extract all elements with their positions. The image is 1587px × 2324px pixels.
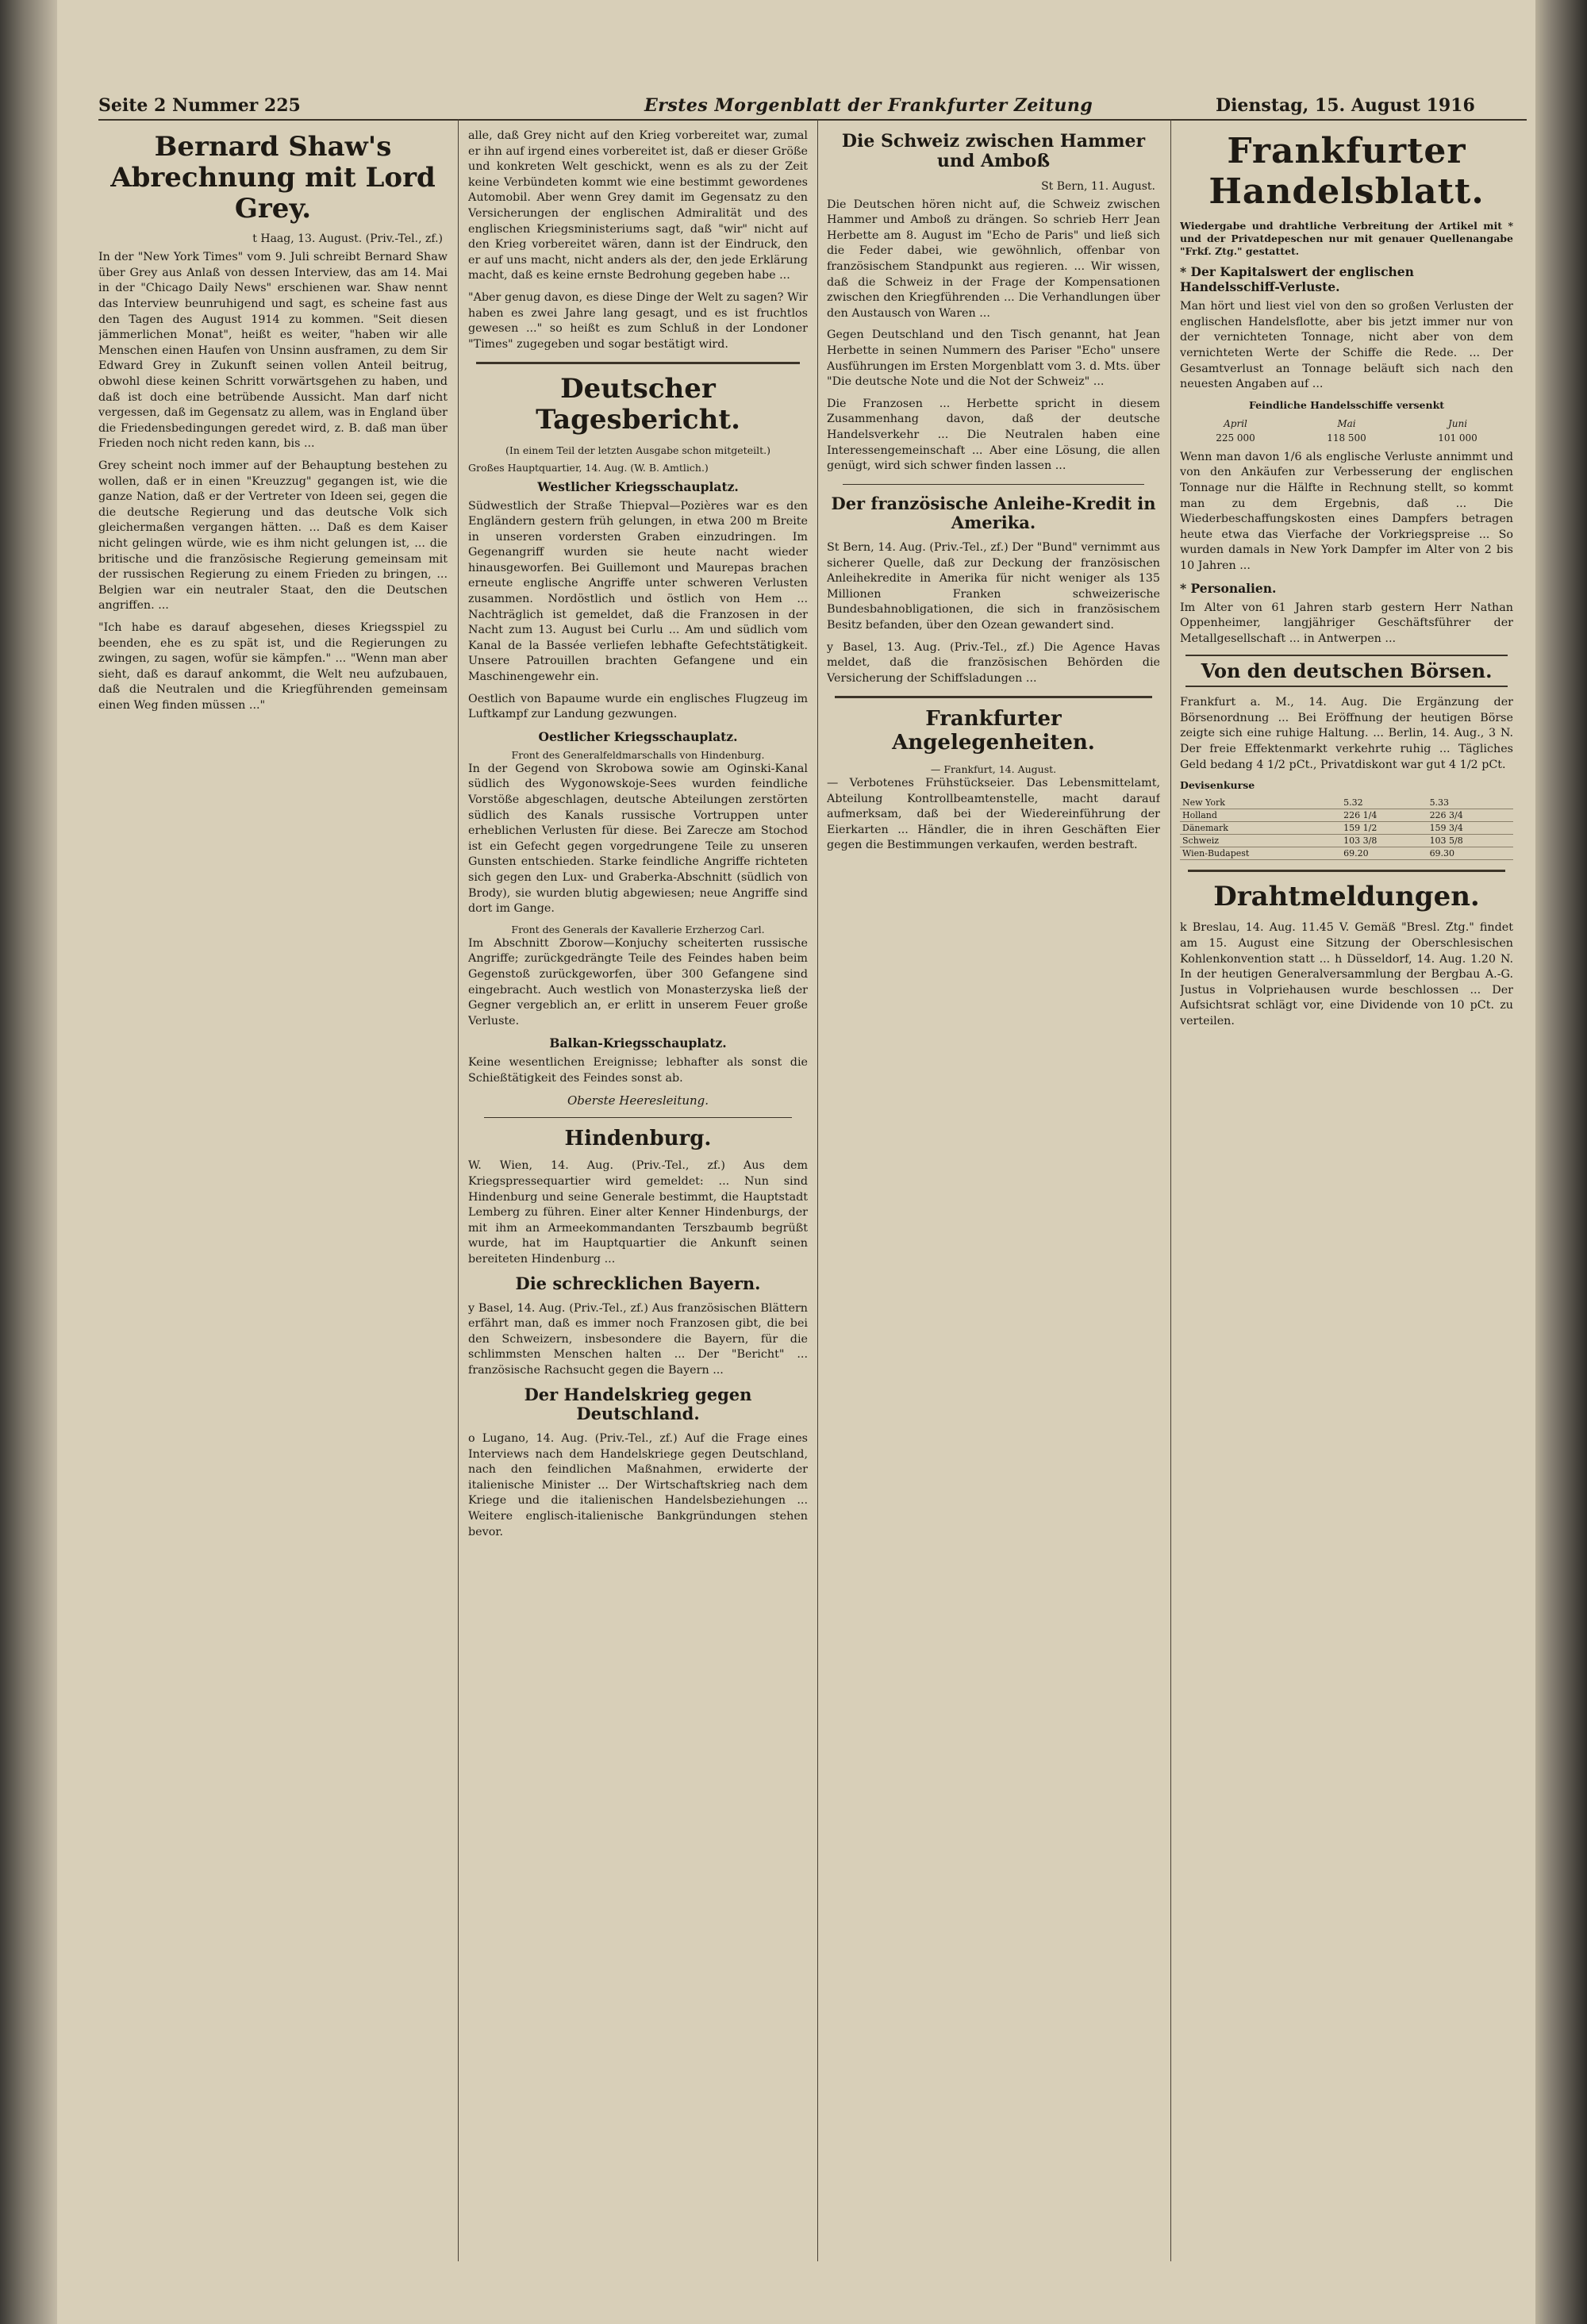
article-title-schweiz: Die Schweiz zwischen Hammer und Amboß bbox=[841, 131, 1146, 172]
header-rule bbox=[98, 119, 1527, 121]
column-rule bbox=[458, 119, 459, 2261]
tonnage-table bbox=[1180, 417, 1513, 445]
article-dateline: — Frankfurt, 14. August. bbox=[930, 763, 1057, 776]
table-cell: Dänemark bbox=[1180, 822, 1341, 835]
column-1 bbox=[98, 129, 448, 2255]
article-paragraph: In der Gegend von Skrobowa sowie am Oginski-Kanal südlich des Wygonowskoje-Sees wurden feindliche Vorstöße abgeschlagen, deutsche Abteilungen zerstörten südlich des Kanals russische Vortruppen unter erheblichen Verlusten für diese. Bei Zarecze am Stochod ist ein Gefecht gegen vorgedrungene Teile zu unseren Gunsten entschieden. Starke feindliche Angriffe richteten sich gegen den Lux- und Graberka-Abschnitt (südlich von Brody), sie wurden blutig abgewiesen; neue Angriffe sind dort im Gange. bbox=[468, 762, 808, 916]
table-cell: 226 3/4 bbox=[1428, 809, 1513, 822]
front-heading: Front des Generalfeldmarschalls von Hindenburg. bbox=[511, 748, 765, 761]
section-divider bbox=[835, 696, 1152, 698]
article-title-handelskrieg: Der Handelskrieg gegen Deutschland. bbox=[524, 1384, 752, 1423]
article-dateline: St Bern, 11. August. bbox=[1041, 179, 1155, 193]
article-paragraph: Die Deutschen hören nicht auf, die Schweiz zwischen Hammer und Amboß zu drängen. So schrieb Herr Jean Herbette am 8. August im "Echo de Paris" und ließ sich die Feder dabei, wie gewöhnlich, offenbar von französischem Standpunkt aus regieren. ... Wir wissen, daß die Schweiz in der Frage der Kompensationen zwischen den Kriegführenden ... Die Verhandlungen über den Austausch von Waren ... bbox=[827, 198, 1160, 320]
article-paragraph: Im Abschnitt Zborow—Konjuchy scheiterten russische Angriffe; zurückgedrängte Teile des Feindes haben beim Gegenstoß zurückgeworfen, über 300 Gefangene sind eingebracht. Auch westlich von Monasterzyska ließ der Gegner vergeblich an, er erlitt in unserem Feuer große Verluste. bbox=[468, 936, 808, 1028]
article-note: (In einem Teil der letzten Ausgabe schon mitgeteilt.) bbox=[505, 444, 770, 456]
article-dateline: t Haag, 13. August. (Priv.-Tel., zf.) bbox=[252, 232, 443, 246]
bericht-signature: Oberste Heeresleitung. bbox=[567, 1093, 709, 1108]
article-paragraph: alle, daß Grey nicht auf den Krieg vorbereitet war, zumal er ihn auf irgend eines vorbereitet ist, daß er dieser Größe und konkreten Welt geschickt, wenn es als zu der Zeit keine Verbündeten kommt wie eine bestimmt gewordenes Automobil. Aber wenn Grey damit im Gegensatz zu den Versicherungen der englischen Admiralität und des englischen Kriegsministeriums sagt, daß "wir" nicht auf den Krieg vorbereitet wären, dann ist der Eindruck, den er auf uns macht, nicht anders als der, den jede Erklärung macht, daß es keine ernste Bedrohung gegeben habe ... bbox=[468, 129, 808, 282]
table-cell: Schweiz bbox=[1180, 835, 1341, 847]
article-title-tagesbericht: Deutscher Tagesbericht. bbox=[536, 373, 740, 436]
article-paragraph: Keine wesentlichen Ereignisse; lebhafter als sonst die Schießtätigkeit des Feindes sonst ab. bbox=[468, 1056, 808, 1085]
table-cell: Holland bbox=[1180, 809, 1341, 822]
devisen-caption: Devisenkurse bbox=[1180, 779, 1255, 792]
column-rule bbox=[1170, 119, 1171, 2261]
article-paragraph: Die Franzosen ... Herbette spricht in diesem Zusammenhang davon, daß der deutsche Handelsverkehr ... Die Neutralen haben eine Interessengemeinschaft ... Aber eine Lösung, die allen genügt, wird sich schwer finden lassen ... bbox=[827, 397, 1160, 473]
section-divider bbox=[484, 1117, 792, 1118]
article-paragraph: Wenn man davon 1/6 als englische Verluste annimmt und von den Ankäufen zur Verbesserung der englischen Tonnage nur die Hälfte in Rechnung stellt, so kommt man zu dem Ergebnis, daß ... Die Wiederbeschaffungskosten eines Dampfers betragen heute etwa das Vierfache der Vorkriegspreise ... So wurden damals in New York Dampfer im Alter von 2 bis 10 Jahren ... bbox=[1180, 450, 1513, 572]
next-page-edge bbox=[1535, 0, 1587, 2324]
section-divider bbox=[476, 362, 800, 364]
article-paragraph: Grey scheint noch immer auf der Behauptung bestehen zu wollen, daß er in einen "Kreuzzug" gegangen ist, wie die ganze Nation, daß er der Vertreter von Ideen sei, gegen die die deutsche Regierung und das deutsche Volk sich gleichermaßen vergangen hätten. ... Daß es dem Kaiser nicht gelingen würde, wie es ihm nicht gelungen ist, ... die britische und die französische Regierung gemeinsam mit der russischen Regierung zu einem Frieden zu bringen, ... Belgien war ein neutraler Staat, den die Deutschen angriffen. ... bbox=[98, 459, 448, 613]
table-cell: 226 1/4 bbox=[1341, 809, 1427, 822]
front-heading: Front des Generals der Kavallerie Erzherzog Carl. bbox=[511, 923, 765, 935]
article-paragraph: Gegen Deutschland und den Tisch genannt, hat Jean Herbette in seinen Nummern des Pariser "Echo" unsere Ausführungen im Ersten Morgenblatt vom 3. d. Mts. über "Die deutsche Note und die Not der Schweiz" ... bbox=[827, 328, 1160, 389]
header-page-number: Seite 2 Nummer 225 bbox=[98, 95, 301, 116]
table-cell: 5.33 bbox=[1428, 797, 1513, 809]
book-binding bbox=[0, 0, 57, 2324]
article-title-frankfurt: Frankfurter Angelegenheiten. bbox=[892, 707, 1095, 755]
article-title-shaw: Bernard Shaw's Abrechnung mit Lord Grey. bbox=[110, 131, 436, 225]
table-cell: 69.20 bbox=[1341, 847, 1427, 860]
section-heading-balkan: Balkan-Kriegsschauplatz. bbox=[549, 1035, 727, 1051]
boersen-title: Von den deutschen Börsen. bbox=[1185, 655, 1508, 687]
column-3 bbox=[827, 129, 1160, 2255]
article-title-bayern: Die schrecklichen Bayern. bbox=[515, 1273, 761, 1293]
table-row bbox=[1180, 822, 1513, 835]
article-paragraph: y Basel, 13. Aug. (Priv.-Tel., zf.) Die Agence Havas meldet, daß die französischen Behörden die Versicherung der Schiffsladungen ... bbox=[827, 640, 1160, 685]
article-paragraph: W. Wien, 14. Aug. (Priv.-Tel., zf.) Aus dem Kriegspressequartier wird gemeldet: ... Nun sind Hindenburg und seine Generale bestimmt, die Hauptstadt Lemberg zu führen. Einer alter Kenner Hindenburgs, der mit ihm an Armeekommandanten Terszbaumb begrüßt wurde, hat im Hauptquartier die Ankunft seinen bereiteten Hindenburg ... bbox=[468, 1159, 808, 1266]
article-heading: * Der Kapitalswert der englischen Handelsschiff-Verluste. bbox=[1180, 264, 1414, 295]
handelsblatt-note: Wiedergabe und drahtliche Verbreitung der Artikel mit * und der Privatdepeschen nur mit genauer Quellenangabe "Frkf. Ztg." gestattet. bbox=[1180, 220, 1513, 258]
header-masthead: Erstes Morgenblatt der Frankfurter Zeitung bbox=[644, 95, 1093, 116]
column-2 bbox=[468, 129, 808, 2255]
table-row bbox=[1180, 835, 1513, 847]
column-rule bbox=[817, 119, 818, 2261]
article-paragraph: In der "New York Times" vom 9. Juli schreibt Bernard Shaw über Grey aus Anlaß von dessen Interview, das am 14. Mai in der "Chicago Daily News" erschienen war. Shaw nennt das Interview beunruhigend und sagt, es scheine fast aus den Tagen des August 1914 zu kommen. "Seit diesen jämmerlichen Monat", heißt es weiter, "haben wir alle Menschen einen Haufen von Unsinn ausframen, zu dem Sir Edward Grey in Zukunft seinen vollen Anteil beitrug, obwohl diese keinen Schritt vorwärtsgehen zu haben, und daß ist doch eine betrübende Aussicht. Man darf nicht vergessen, daß im Gegensatz zu allem, was in England über die Friedensbedingungen geredet wird, z. B. daß man über Frieden noch nicht reden kann, bis ... bbox=[98, 251, 448, 451]
header-date: Dienstag, 15. August 1916 bbox=[1216, 95, 1475, 116]
article-paragraph: Südwestlich der Straße Thiepval—Pozières war es den Engländern gestern früh gelungen, in etwa 200 m Breite in unseren vordersten Graben einzudringen. Im Gegenangriff wurden sie heute nacht wieder hinausgeworfen. Bei Guillemont und Maurepas brachen erneute englische Angriffe unter schweren Verlusten zusammen. Nordöstlich und östlich von Hem ... Nachträglich ist gemeldet, daß die Franzosen in der Nacht zum 13. August bei Curlu ... Am und südlich vom Kanal de la Bassée verliefen lebhafte Gefechtstätigkeit. Unsere Patrouillen brachten Gefangene und ein Maschinengewehr ein. bbox=[468, 499, 808, 684]
table-header: April bbox=[1224, 417, 1247, 429]
table-header: Mai bbox=[1337, 417, 1356, 429]
table-cell: 103 5/8 bbox=[1428, 835, 1513, 847]
drahtmeldungen-title: Drahtmeldungen. bbox=[1213, 881, 1480, 913]
table-cell: 103 3/8 bbox=[1341, 835, 1427, 847]
section-divider bbox=[843, 484, 1144, 485]
newspaper-page bbox=[57, 0, 1535, 2324]
article-paragraph: Man hört und liest viel von den so großen Verlusten der englischen Handelsflotte, aber bis jetzt immer nur von der vernichteten Tonnage, nicht aber von dem vernichteten Werte der Schiffe die Rede. ... Der Gesamtverlust an Tonnage beläuft sich nach den neuesten Angaben auf ... bbox=[1180, 300, 1513, 391]
article-paragraph: Frankfurt a. M., 14. Aug. Die Ergänzung der Börsenordnung ... Bei Eröffnung der heutigen Börse zeigte sich eine ruhige Haltung. ... Berlin, 14. Aug., 3 N. Der freie Effektenmarkt verkehrte ruhig ... Tägliches Geld bedang 4 1/2 pCt., Privatdiskont war gut 4 1/2 pCt. bbox=[1180, 696, 1513, 771]
section-heading-west: Westlicher Kriegsschauplatz. bbox=[537, 478, 739, 494]
article-paragraph: y Basel, 14. Aug. (Priv.-Tel., zf.) Aus französischen Blättern erfährt man, daß es immer noch Franzosen gibt, die bei den Schweizern, insbesondere die Bayern, für die schlimmsten Menschen halten ... Der "Bericht" ... französische Rachsucht gegen die Bayern ... bbox=[468, 1301, 808, 1377]
article-paragraph: Im Alter von 61 Jahren starb gestern Herr Nathan Oppenheimer, langjähriger Geschäftsführer der Metallgesellschaft ... in Antwerpen ... bbox=[1180, 601, 1513, 645]
article-paragraph: o Lugano, 14. Aug. (Priv.-Tel., zf.) Auf die Frage eines Interviews nach dem Handelskriege gegen Deutschland, nach den feindlichen Maßnahmen, erwiderte der italienische Minister ... Der Wirtschaftskrieg nach dem Kriege und die italienischen Handelsbeziehungen ... Weitere englisch-italienische Bankgründungen stehen bevor. bbox=[468, 1431, 808, 1538]
section-heading-ost: Oestlicher Kriegsschauplatz. bbox=[538, 728, 738, 744]
article-paragraph: k Breslau, 14. Aug. 11.45 V. Gemäß "Bresl. Ztg." findet am 15. August eine Sitzung der Oberschlesischen Kohlenkonvention statt ... h Düsseldorf, 14. Aug. 1.20 N. In der heutigen Generalversammlung der Bergbau A.-G. Justus in Volpriehausen wurde beschlossen ... Der Aufsichtsrat schlägt vor, eine Dividende von 10 pCt. zu verteilen. bbox=[1180, 921, 1513, 1028]
article-paragraph: — Verbotenes Frühstückseier. Das Lebensmittelamt, Abteilung Kontrollbeamtenstelle, macht darauf aufmerksam, daß bei der Wiedereinführung der Eierkarten ... Händler, die in ihren Geschäften Eier gegen die Bestimmungen verkaufen, werden bestraft. bbox=[827, 777, 1160, 852]
table-row bbox=[1180, 847, 1513, 860]
article-dateline: Großes Hauptquartier, 14. Aug. (W. B. Amtlich.) bbox=[468, 461, 709, 474]
devisen-table bbox=[1180, 797, 1513, 860]
article-paragraph: "Aber genug davon, es diese Dinge der Welt zu sagen? Wir haben es zwei Jahre lang gesagt, und es ist fruchtlos gewesen ..." so heißt es zum Schluß in der Londoner "Times" zugegeben und sogar bestätigt wird. bbox=[468, 290, 808, 351]
article-paragraph: "Ich habe es darauf abgesehen, dieses Kriegsspiel zu beenden, ehe es zu spät ist, und die Regierungen zu zwingen, zu sagen, wofür sie kämpfen." ... "Wenn man aber sieht, daß es darauf ankommt, die Welt neu aufzubauen, daß die Neutralen und die Kriegführenden gemeinsam einen Weg finden müssen ..." bbox=[98, 620, 448, 712]
article-heading: * Personalien. bbox=[1180, 580, 1277, 596]
table-header: Juni bbox=[1447, 417, 1468, 429]
table-row bbox=[1180, 797, 1513, 809]
table-cell: New York bbox=[1180, 797, 1341, 809]
article-paragraph: Oestlich von Bapaume wurde ein englisches Flugzeug im Luftkampf zur Landung gezwungen. bbox=[468, 692, 808, 721]
handelsblatt-title: Frankfurter Handelsblatt. bbox=[1209, 131, 1485, 212]
table-row bbox=[1180, 809, 1513, 822]
article-paragraph: St Bern, 14. Aug. (Priv.-Tel., zf.) Der "Bund" vernimmt aus sicherer Quelle, daß zur Deckung der französischen Anleihekredite in Amerika für nicht weniger als 135 Millionen Franken schweizerische Bundesbahnobligationen, die sich in französischem Besitz befanden, über den Ozean gewandert sind. bbox=[827, 540, 1160, 632]
table-cell: Wien-Budapest bbox=[1180, 847, 1341, 860]
section-divider bbox=[1188, 870, 1505, 872]
table-caption: Feindliche Handelsschiffe versenkt bbox=[1248, 398, 1445, 411]
table-cell: 159 3/4 bbox=[1428, 822, 1513, 835]
article-title-anleihe: Der französische Anleihe-Kredit in Amerika. bbox=[831, 493, 1156, 532]
table-cell: 118 500 bbox=[1327, 432, 1366, 444]
article-title-hindenburg: Hindenburg. bbox=[564, 1126, 712, 1150]
column-4 bbox=[1180, 129, 1513, 2255]
table-cell: 101 000 bbox=[1438, 432, 1477, 444]
table-cell: 225 000 bbox=[1216, 432, 1255, 444]
table-cell: 69.30 bbox=[1428, 847, 1513, 860]
table-cell: 5.32 bbox=[1341, 797, 1427, 809]
table-cell: 159 1/2 bbox=[1341, 822, 1427, 835]
